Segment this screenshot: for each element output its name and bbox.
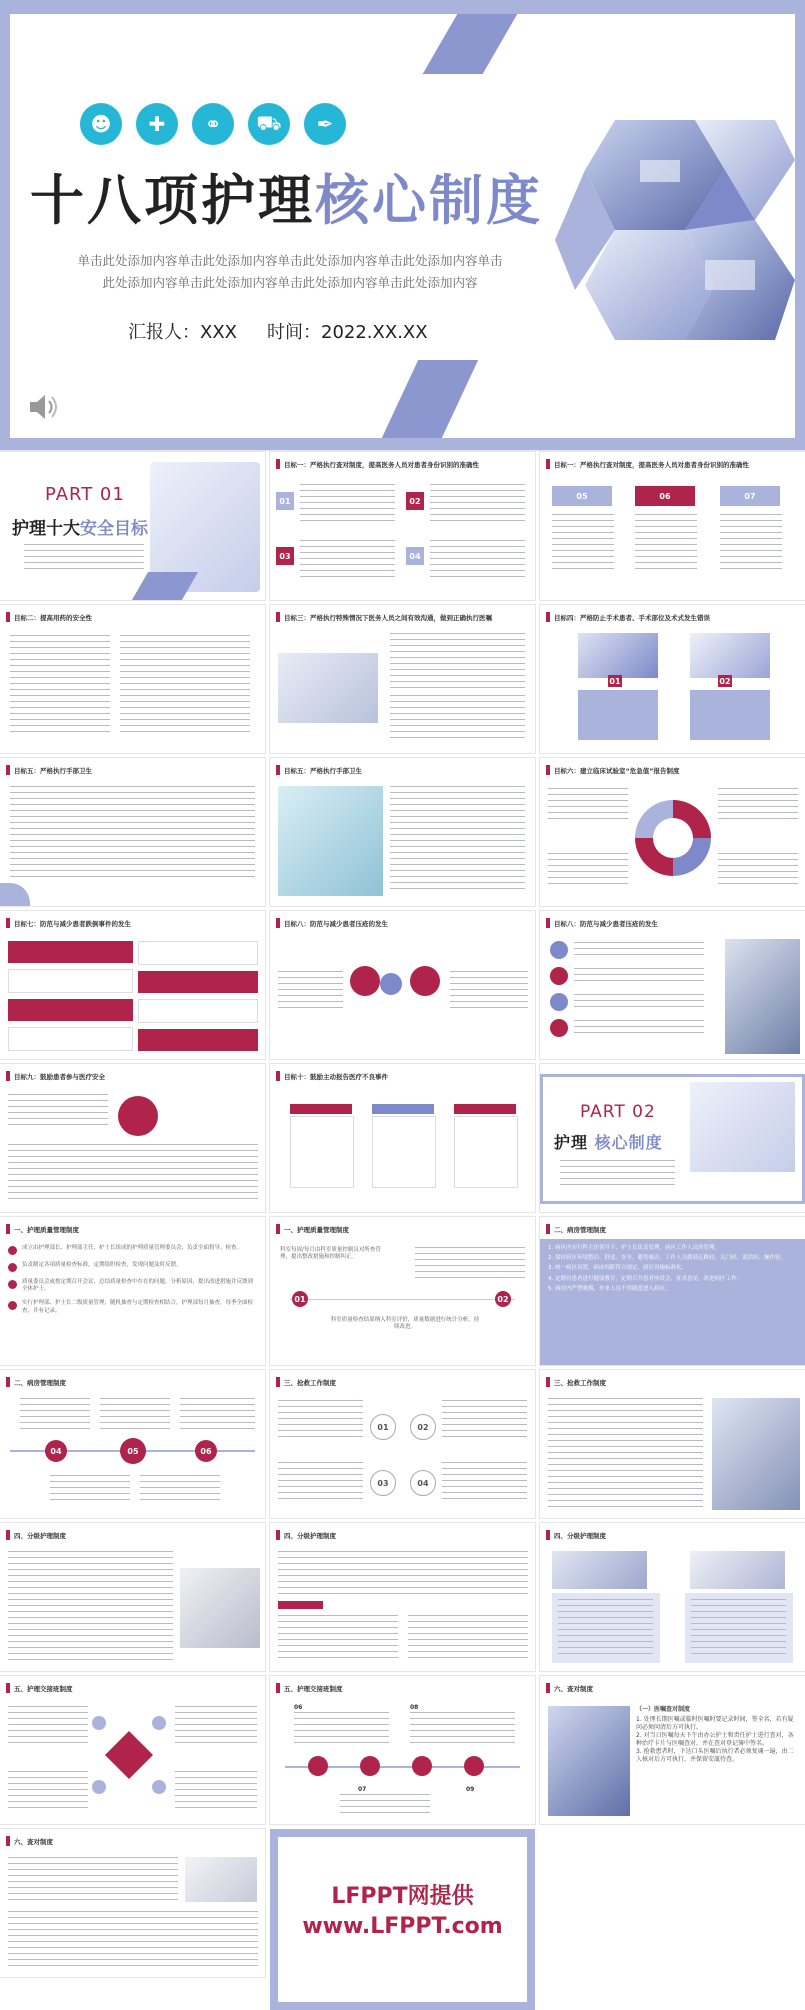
goal10-card1 xyxy=(290,1116,354,1188)
part01-accent xyxy=(132,572,198,600)
goal1b-num2: 06 xyxy=(635,486,695,506)
goal1b-text3 xyxy=(720,514,782,569)
goal1-text2 xyxy=(430,484,525,522)
goal8-title: 目标八：防范与减少患者压疮的发生 xyxy=(284,919,388,928)
quality-title: 一、护理质量管理制度 xyxy=(14,1225,79,1234)
cover-stripe-bottom xyxy=(382,360,478,438)
part02-title-b: 核心制度 xyxy=(594,1133,663,1152)
goal10-card3 xyxy=(454,1116,518,1188)
goal9-text1 xyxy=(8,1094,108,1129)
goal5-text xyxy=(10,786,255,881)
cover-slide xyxy=(0,0,805,450)
rescue-text1 xyxy=(278,1400,363,1440)
handover-b-n3: 08 xyxy=(410,1704,419,1711)
grade-text xyxy=(8,1551,173,1663)
grade-photo xyxy=(180,1568,260,1648)
promo-line2[interactable]: www.LFPPT.com xyxy=(302,1914,503,1939)
goal1-num3: 03 xyxy=(276,547,294,565)
goal10-tab1 xyxy=(290,1104,352,1114)
quality-p1: 成立由护理部长、护理部主任、护士长组成的护理质量管理委员会，负责全面督导、检查。 xyxy=(22,1245,243,1251)
rescue-b-photo xyxy=(712,1398,800,1510)
goal1b-num3: 07 xyxy=(720,486,780,506)
medkit-icon: ✚ xyxy=(136,103,178,145)
syringe-icon: ✒ xyxy=(304,103,346,145)
goal8b-list xyxy=(550,941,715,1051)
rescue-b-title: 三、抢救工作制度 xyxy=(554,1378,606,1387)
quality-b-num1: 01 xyxy=(292,1291,308,1307)
goal6-title: 目标六：建立临床试验室“危急值”报告制度 xyxy=(554,766,680,775)
part01-title xyxy=(12,514,148,539)
goal7-list-right xyxy=(138,941,258,1051)
quality-list xyxy=(8,1245,258,1315)
rescue-title: 三、抢救工作制度 xyxy=(284,1378,336,1387)
check-title: 六、查对制度 xyxy=(554,1684,593,1693)
check-head: （一）医嘱查对制度 xyxy=(636,1706,691,1713)
handover-text3 xyxy=(8,1771,88,1811)
goal5b-text xyxy=(390,786,525,891)
handover-b-c1 xyxy=(308,1756,328,1776)
goal8-slide xyxy=(270,911,535,1059)
grade-c-text2 xyxy=(691,1599,786,1657)
quality-b-top: 科室每周/每月由科室质量控制员对所查管理，提出整改措施和控制纠正。 xyxy=(280,1247,381,1261)
goal1b-text2 xyxy=(635,514,697,569)
goal6-slide xyxy=(540,758,805,906)
doctor-icon: ☻ xyxy=(80,103,122,145)
goal1b-text1 xyxy=(552,514,614,569)
goal2-col1 xyxy=(10,635,110,735)
goal10-tab2 xyxy=(372,1104,434,1114)
ward-b-text3 xyxy=(180,1398,255,1432)
handover-slide xyxy=(0,1676,265,1824)
ward-b-title: 二、病房管理制度 xyxy=(14,1378,66,1387)
quality-b-slide xyxy=(270,1217,535,1365)
quality-p3: 质量委员会或按定期召开会议，总结质量检查中存在的问题，分析原因，提出改进措施并反馈到全体护士。 xyxy=(22,1279,254,1293)
check-b-photo xyxy=(185,1857,257,1902)
check-photo xyxy=(548,1706,630,1816)
ward-b-text4 xyxy=(50,1475,130,1505)
handover-b-c4 xyxy=(464,1756,484,1776)
cover-title xyxy=(30,158,543,235)
grade-c-text1 xyxy=(558,1599,653,1657)
handover-b-text2 xyxy=(410,1712,515,1748)
ward-item-5: 5. 病房内严禁吸烟，外来人员不得随意进入病区。 xyxy=(548,1285,671,1292)
goal4-slide xyxy=(540,605,805,753)
handover-title: 五、护理交接班制度 xyxy=(14,1684,73,1693)
rescue-text4 xyxy=(442,1462,527,1502)
handover-b-title: 五、护理交接班制度 xyxy=(284,1684,343,1693)
ward-b-slide xyxy=(0,1370,265,1518)
ward-title: 二、病房管理制度 xyxy=(554,1225,606,1234)
part02-illustration xyxy=(690,1082,795,1172)
handover-text2 xyxy=(175,1706,257,1746)
goal1b-num1: 05 xyxy=(552,486,612,506)
check-b-text2 xyxy=(8,1911,258,1969)
rescue-b-text xyxy=(548,1398,703,1510)
goal1-num2: 02 xyxy=(406,492,424,510)
handover-b-c3 xyxy=(412,1756,432,1776)
check-b-slide xyxy=(0,1829,265,1977)
part01-text xyxy=(24,544,144,574)
goal9-gear xyxy=(118,1096,158,1136)
rescue-b-slide xyxy=(540,1370,805,1518)
goal1-title: 目标一：严格执行查对制度，提高医务人员对患者身份识别的准确性 xyxy=(284,460,479,469)
check-l3: 3. 抢救患者时，下达口头医嘱后执行者必须复诵一遍，由二人核对后方可执行，并保留安瓿待查。 xyxy=(636,1748,794,1763)
grade-b-text1 xyxy=(278,1551,528,1596)
part01-title-a: 护理十大 xyxy=(12,519,80,539)
ward-item-4: 4. 定期对患者进行健康教育，定期召开患者座谈会，征求意见，改进病区工作。 xyxy=(548,1275,742,1282)
quality-slide xyxy=(0,1217,265,1365)
goal5-accent xyxy=(0,883,30,906)
goal5b-photo xyxy=(278,786,383,896)
quality-b-title: 一、护理质量管理制度 xyxy=(284,1225,349,1234)
goal1-text3 xyxy=(300,540,395,578)
handover-dot3 xyxy=(92,1780,106,1794)
goal1b-title: 目标一：严格执行查对制度，提高医务人员对患者身份识别的准确性 xyxy=(554,460,749,469)
cover-photo-mosaic xyxy=(555,120,795,340)
handover-b-text1 xyxy=(294,1712,389,1748)
goal4-box2 xyxy=(690,690,770,740)
rescue-num4: 04 xyxy=(410,1470,436,1496)
quality-b-line xyxy=(290,1299,515,1300)
check-slide xyxy=(540,1676,805,1824)
grade-b-title: 四、分级护理制度 xyxy=(284,1531,336,1540)
handover-b-n1: 06 xyxy=(294,1704,303,1711)
goal6-text1 xyxy=(548,788,628,823)
goal9-text2 xyxy=(8,1144,258,1204)
rescue-num1: 01 xyxy=(370,1414,396,1440)
part02-slide xyxy=(540,1064,805,1212)
part02-title xyxy=(554,1130,663,1153)
part02-text xyxy=(560,1160,675,1186)
goal2-slide xyxy=(0,605,265,753)
goal5-slide xyxy=(0,758,265,906)
goal1-num1: 01 xyxy=(276,492,294,510)
goal1-num4: 04 xyxy=(406,547,424,565)
goal2-title: 目标二：提高用药的安全性 xyxy=(14,613,92,622)
grade-c-photo2 xyxy=(690,1551,785,1589)
ward-list xyxy=(548,1245,798,1293)
goal4-title: 目标四：严格防止手术患者、手术部位及术式发生错误 xyxy=(554,613,710,622)
handover-diamond xyxy=(105,1731,153,1779)
goal6-text4 xyxy=(718,853,798,888)
handover-b-c2 xyxy=(360,1756,380,1776)
time-label: 时间：2022.XX.XX xyxy=(267,322,428,343)
rescue-text3 xyxy=(278,1462,363,1502)
ward-item-3: 3. 统一病区设置，病床间距符合规定，病区设施标准化。 xyxy=(548,1265,687,1272)
goal3-photo xyxy=(278,653,378,723)
handover-b-n2: 07 xyxy=(358,1786,367,1793)
ward-item-2: 2. 保持病区环境整洁、舒适、安全、避免噪音，工作人员做到走路轻、关门轻、说话轻、操作轻。 xyxy=(548,1255,786,1262)
handover-b-slide xyxy=(270,1676,535,1824)
handover-text1 xyxy=(8,1706,88,1746)
goal8-text1 xyxy=(278,971,343,1011)
goal8b-title: 目标八：防范与减少患者压疮的发生 xyxy=(554,919,658,928)
goal8-hex-center xyxy=(380,973,402,995)
speaker-icon[interactable] xyxy=(28,392,62,422)
goal8-hex-right xyxy=(410,966,440,996)
handover-text4 xyxy=(175,1771,257,1811)
part01-label: PART 01 xyxy=(45,484,125,505)
handover-dot1 xyxy=(92,1716,106,1730)
stethoscope-icon: ⚭ xyxy=(192,103,234,145)
goal7-list-left xyxy=(8,941,133,1051)
check-l1: 1. 处理长期医嘱或临时医嘱时要记录时间，签全名，若有疑问必须问清后方可执行。 xyxy=(636,1716,794,1731)
ward-b-num3: 06 xyxy=(195,1440,217,1462)
goal5b-title: 目标五：严格执行手部卫生 xyxy=(284,766,362,775)
cover-subtitle-line2: 此处添加内容单击此处添加内容单击此处添加内容单击此处添加内容 xyxy=(102,275,478,290)
goal8b-slide xyxy=(540,911,805,1059)
goal1-text4 xyxy=(430,540,525,578)
goal8b-photo xyxy=(725,939,800,1054)
cover-bottom-band xyxy=(0,438,805,450)
grade-b-text3 xyxy=(408,1615,528,1660)
goal3-text2 xyxy=(390,695,525,740)
ward-b-num1: 04 xyxy=(45,1440,67,1462)
goal4-photo1 xyxy=(578,633,658,678)
handover-dot4 xyxy=(152,1780,166,1794)
cover-right-edge xyxy=(795,0,805,450)
ward-b-text1 xyxy=(20,1398,90,1432)
goal3-slide xyxy=(270,605,535,753)
goal10-title: 目标十：鼓励主动报告医疗不良事件 xyxy=(284,1072,388,1081)
goal8-text2 xyxy=(450,971,528,1011)
ward-b-text2 xyxy=(100,1398,170,1432)
grade-b-text2 xyxy=(278,1615,398,1660)
goal4-num1: 01 xyxy=(609,676,621,686)
quality-p4: 实行护理部、护士长二级质量管理，随机抽查与定期检查相结合，护理部每月抽查，每季全面检查，并有记录。 xyxy=(22,1300,254,1314)
check-b-text1 xyxy=(8,1857,178,1902)
cover-top-band xyxy=(0,0,805,14)
promo-slide xyxy=(270,1829,535,2010)
cover-title-part1: 十八项护理 xyxy=(30,169,315,232)
goal1b-slide xyxy=(540,452,805,600)
goal2-col2 xyxy=(120,635,250,735)
cover-stripe-top xyxy=(423,14,518,74)
goal10-slide xyxy=(270,1064,535,1212)
goal10-card2 xyxy=(372,1116,436,1188)
goal5b-slide xyxy=(270,758,535,906)
promo-line1: LFPPT网提供 xyxy=(331,1884,474,1909)
goal6-text3 xyxy=(548,853,628,888)
part01-title-b: 安全目标 xyxy=(80,519,148,539)
check-l2: 2. 对当日医嘱每天下午由办公护士和责任护士进行查对，各种治疗卡片与医嘱查对，并在查对登记簿中签名。 xyxy=(636,1732,794,1747)
cover-subtitle-line1: 单击此处添加内容单击此处添加内容单击此处添加内容单击此处添加内容单击 xyxy=(77,253,503,268)
rescue-num3: 03 xyxy=(370,1470,396,1496)
goal9-title: 目标九：鼓励患者参与医疗安全 xyxy=(14,1072,105,1081)
goal8-hex-left xyxy=(350,966,380,996)
goal5-title: 目标五：严格执行手部卫生 xyxy=(14,766,92,775)
cover-title-part2: 核心制度 xyxy=(315,169,543,232)
grade-slide xyxy=(0,1523,265,1671)
rescue-slide xyxy=(270,1370,535,1518)
cover-left-edge xyxy=(0,0,10,450)
rescue-num2: 02 xyxy=(410,1414,436,1440)
grade-b-slide xyxy=(270,1523,535,1671)
goal10-tab3 xyxy=(454,1104,516,1114)
reporter-label: 汇报人：XXX xyxy=(128,322,237,343)
grade-c-slide xyxy=(540,1523,805,1671)
cover-icon-row xyxy=(80,103,346,145)
handover-b-text3 xyxy=(340,1794,430,1818)
cover-meta xyxy=(128,318,428,344)
quality-b-num2: 02 xyxy=(495,1291,511,1307)
cover-subtitle xyxy=(55,250,525,294)
goal9-slide xyxy=(0,1064,265,1212)
grade-c-title: 四、分级护理制度 xyxy=(554,1531,606,1540)
goal4-photo2 xyxy=(690,633,770,678)
goal3-text1 xyxy=(390,633,525,688)
goal6-text2 xyxy=(718,788,798,823)
quality-b-right-text xyxy=(415,1247,525,1283)
goal7-title: 目标七：防范与减少患者跌倒事件的发生 xyxy=(14,919,131,928)
grade-b-tag xyxy=(278,1601,323,1609)
handover-dot2 xyxy=(152,1716,166,1730)
part02-title-a: 护理 xyxy=(554,1133,589,1152)
goal6-ring-center xyxy=(653,818,693,858)
grade-title: 四、分级护理制度 xyxy=(14,1531,66,1540)
goal4-num2: 02 xyxy=(719,676,731,686)
goal4-box1 xyxy=(578,690,658,740)
ward-slide xyxy=(540,1217,805,1365)
check-content xyxy=(636,1706,798,1764)
goal1-slide xyxy=(270,452,535,600)
grade-c-photo1 xyxy=(552,1551,647,1589)
ward-b-num2: 05 xyxy=(120,1438,146,1464)
quality-b-bottom: 科室质量检查结果纳入科室评价，质量数据进行统计分析，持续改进。 xyxy=(330,1317,480,1331)
part02-label: PART 02 xyxy=(580,1102,656,1122)
ward-b-text5 xyxy=(140,1475,220,1505)
ward-item-1: 1. 病区内实行科主任领导下、护士长负责管理，病区工作人员的管理。 xyxy=(548,1245,720,1251)
rescue-text2 xyxy=(442,1400,527,1440)
part01-slide xyxy=(0,452,265,600)
handover-b-n4: 09 xyxy=(466,1786,475,1793)
quality-p2: 负责制定各项质量检查标准，定期组织检查，发现问题及时反馈。 xyxy=(22,1262,182,1268)
goal7-slide xyxy=(0,911,265,1059)
goal1-text1 xyxy=(300,484,395,522)
ambulance-icon: ⛟ xyxy=(248,103,290,145)
goal3-title: 目标三：严格执行特殊情况下医务人员之间有效沟通，做到正确执行医嘱 xyxy=(284,613,492,622)
check-b-title: 六、查对制度 xyxy=(14,1837,53,1846)
